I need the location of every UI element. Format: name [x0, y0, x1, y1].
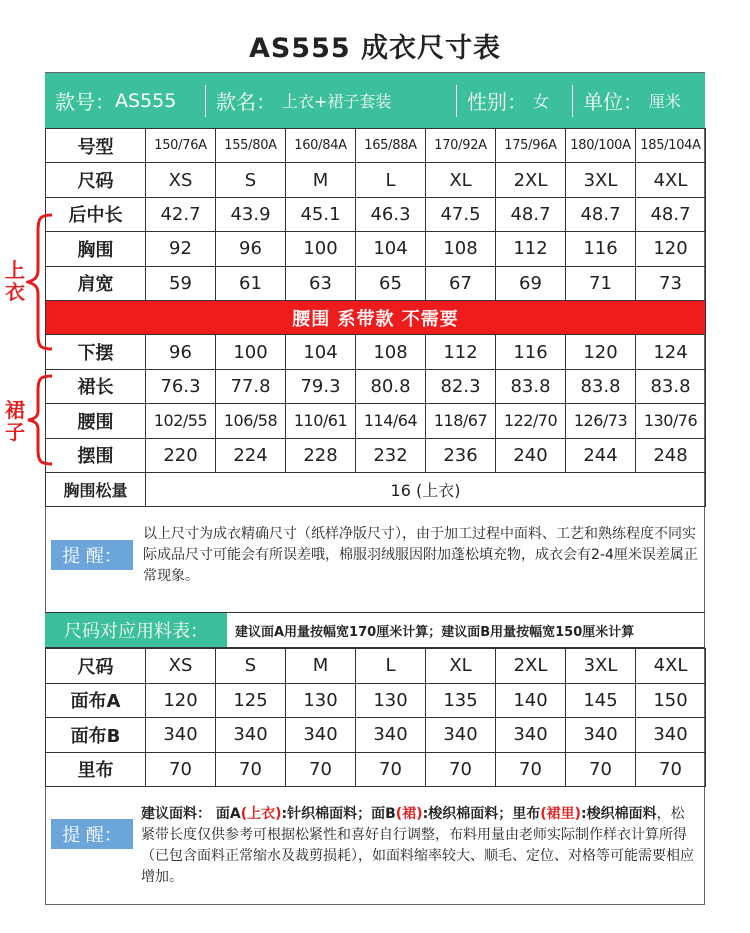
- table-cell: 2XL: [496, 163, 566, 197]
- table-row: [46, 232, 706, 266]
- table-cell: 224: [216, 438, 286, 472]
- unit-label: 单位：: [583, 90, 643, 114]
- table-cell: XS: [146, 649, 216, 684]
- table-cell: 340: [426, 718, 496, 753]
- table-cell: 70: [496, 752, 566, 787]
- row-label: 后中长: [46, 197, 146, 231]
- table-cell: 61: [216, 266, 286, 300]
- unit: [573, 73, 703, 128]
- table-row: [46, 472, 706, 506]
- table-cell: 79.3: [286, 369, 356, 403]
- fabric-section-header: [45, 612, 705, 648]
- gender-label: 性别：: [467, 90, 527, 114]
- table-cell: 106/58: [216, 404, 286, 438]
- table-cell: 228: [286, 438, 356, 472]
- table-row: [46, 335, 706, 369]
- table-cell: 48.7: [566, 197, 636, 231]
- table-cell: 100: [216, 335, 286, 369]
- table-cell: XL: [426, 649, 496, 684]
- table-cell: 340: [496, 718, 566, 753]
- table-row: [46, 683, 706, 718]
- style-name-label: 款名：: [216, 90, 276, 114]
- waist-notice-banner: 腰围 系带款 不需要: [46, 300, 706, 334]
- table-cell: 108: [426, 232, 496, 266]
- table-cell: XL: [426, 163, 496, 197]
- reminder-text-part: :梭织: [581, 806, 615, 822]
- reminder-badge: 提 醒：: [51, 819, 133, 849]
- table-cell: 70: [146, 752, 216, 787]
- table-cell: 82.3: [426, 369, 496, 403]
- table-cell: 92: [146, 232, 216, 266]
- reminder-text-part: 建议面料： 面A: [141, 806, 241, 822]
- table-cell: S: [216, 163, 286, 197]
- table-cell: 48.7: [496, 197, 566, 231]
- table-row: [46, 649, 706, 684]
- table-cell: XS: [146, 163, 216, 197]
- table-cell: 65: [356, 266, 426, 300]
- table-cell: 340: [566, 718, 636, 753]
- table-cell: 43.9: [216, 197, 286, 231]
- row-label: 裙长: [46, 369, 146, 403]
- top-bracket: [26, 212, 56, 352]
- table-cell: 114/64: [356, 404, 426, 438]
- table-cell: 102/55: [146, 404, 216, 438]
- table-cell: 340: [636, 718, 706, 753]
- table-cell: 69: [496, 266, 566, 300]
- table-cell: 104: [286, 335, 356, 369]
- table-cell: 77.8: [216, 369, 286, 403]
- table-cell: 47.5: [426, 197, 496, 231]
- reminder-badge: 提 醒：: [51, 540, 133, 570]
- table-cell: 104: [356, 232, 426, 266]
- table-cell: 83.8: [636, 369, 706, 403]
- table-cell: 116: [496, 335, 566, 369]
- row-label: 面布A: [46, 683, 146, 718]
- table-cell: 150/76A: [146, 129, 216, 163]
- table-cell: 80.8: [356, 369, 426, 403]
- table-row: [46, 718, 706, 753]
- table-row: [46, 266, 706, 300]
- table-cell: 135: [426, 683, 496, 718]
- info-bar: [45, 73, 705, 128]
- table-cell: 46.3: [356, 197, 426, 231]
- table-cell: 180/100A: [566, 129, 636, 163]
- reminder-text-part: :针织棉面料；面B: [281, 806, 396, 822]
- group-label-top: 上衣: [5, 258, 25, 304]
- table-cell: 220: [146, 438, 216, 472]
- size-table: [45, 128, 706, 507]
- table-cell: 232: [356, 438, 426, 472]
- table-row: [46, 300, 706, 334]
- table-cell: 248: [636, 438, 706, 472]
- table-cell: 59: [146, 266, 216, 300]
- table-cell: 118/67: [426, 404, 496, 438]
- table-cell: 116: [566, 232, 636, 266]
- row-label: 里布: [46, 752, 146, 787]
- row-label: 尺码: [46, 163, 146, 197]
- table-cell: 125: [216, 683, 286, 718]
- table-cell: 240: [496, 438, 566, 472]
- table-cell: 70: [426, 752, 496, 787]
- table-cell: 100: [286, 232, 356, 266]
- table-cell: 48.7: [636, 197, 706, 231]
- style-no-value: AS555: [115, 89, 177, 112]
- table-row: [46, 163, 706, 197]
- reminder-text: [141, 804, 698, 888]
- table-cell: 155/80A: [216, 129, 286, 163]
- style-name-value: 上衣+裙子套装: [282, 92, 392, 111]
- table-cell: 120: [146, 683, 216, 718]
- gender-value: 女: [533, 92, 550, 111]
- table-cell: 108: [356, 335, 426, 369]
- table-cell: 67: [426, 266, 496, 300]
- table-cell: 340: [216, 718, 286, 753]
- row-label: 下摆: [46, 335, 146, 369]
- table-cell: 340: [356, 718, 426, 753]
- table-row: [46, 197, 706, 231]
- table-cell: 175/96A: [496, 129, 566, 163]
- row-label: 号型: [46, 129, 146, 163]
- table-cell: 112: [426, 335, 496, 369]
- table-row: [46, 404, 706, 438]
- row-label: 胸围: [46, 232, 146, 266]
- table-cell: 76.3: [146, 369, 216, 403]
- table-cell: M: [286, 163, 356, 197]
- fabric-section-title: 尺码对应用料表：: [45, 613, 227, 647]
- table-cell: 244: [566, 438, 636, 472]
- table-row: [46, 129, 706, 163]
- table-cell: 140: [496, 683, 566, 718]
- skirt-bracket: [26, 373, 56, 467]
- table-cell: 42.7: [146, 197, 216, 231]
- table-cell: 160/84A: [286, 129, 356, 163]
- row-label: 胸围松量: [46, 472, 146, 506]
- table-cell: 185/104A: [636, 129, 706, 163]
- table-cell: 83.8: [496, 369, 566, 403]
- table-cell: 120: [636, 232, 706, 266]
- table-cell: 112: [496, 232, 566, 266]
- table-cell: S: [216, 649, 286, 684]
- table-cell: 73: [636, 266, 706, 300]
- table-cell: 150: [636, 683, 706, 718]
- table-cell: 120: [566, 335, 636, 369]
- table-cell: 3XL: [566, 163, 636, 197]
- table-cell: 71: [566, 266, 636, 300]
- style-no-label: 款号：: [55, 90, 115, 114]
- table-cell: 110/61: [286, 404, 356, 438]
- table-row: [46, 369, 706, 403]
- page-title: AS555 成衣尺寸表: [248, 33, 502, 64]
- table-cell: 340: [286, 718, 356, 753]
- reminder-text-part: 棉面料: [614, 806, 657, 822]
- table-cell: 63: [286, 266, 356, 300]
- reminder-text-highlight: (裙里): [540, 806, 581, 822]
- row-label: 腰围: [46, 404, 146, 438]
- table-cell: L: [356, 649, 426, 684]
- style-name: [206, 73, 456, 128]
- table-cell: 96: [146, 335, 216, 369]
- row-label: 尺码: [46, 649, 146, 684]
- style-no: [45, 73, 205, 128]
- table-cell: 145: [566, 683, 636, 718]
- group-label-skirt: 裙子: [5, 398, 25, 444]
- table-cell: 130: [286, 683, 356, 718]
- table-cell: 70: [636, 752, 706, 787]
- table-cell: 96: [216, 232, 286, 266]
- fabric-section-hint: 建议面A用量按幅宽170厘米计算；建议面B用量按幅宽150厘米计算: [235, 624, 635, 640]
- table-cell: 4XL: [636, 163, 706, 197]
- table-cell: 70: [216, 752, 286, 787]
- ease-value: 16 (上衣): [146, 472, 706, 506]
- table-cell: L: [356, 163, 426, 197]
- fabric-table: [45, 648, 706, 787]
- table-row: [46, 752, 706, 787]
- table-cell: 3XL: [566, 649, 636, 684]
- row-label: 面布B: [46, 718, 146, 753]
- table-cell: 122/70: [496, 404, 566, 438]
- table-cell: 70: [566, 752, 636, 787]
- table-row: [46, 438, 706, 472]
- table-cell: 340: [146, 718, 216, 753]
- row-label: 摆围: [46, 438, 146, 472]
- table-cell: 130/76: [636, 404, 706, 438]
- table-cell: 170/92A: [426, 129, 496, 163]
- table-cell: 83.8: [566, 369, 636, 403]
- reminder-text-highlight: (裙): [395, 806, 423, 822]
- row-label: 肩宽: [46, 266, 146, 300]
- table-cell: M: [286, 649, 356, 684]
- table-cell: 2XL: [496, 649, 566, 684]
- table-cell: 70: [286, 752, 356, 787]
- table-cell: 126/73: [566, 404, 636, 438]
- reminder-text: 以上尺寸为成衣精确尺寸（纸样净版尺寸），由于加工过程中面料、工艺和熟练程度不同实际成品尺寸可能会有所误差哦，棉服羽绒服因附加蓬松填充物，成衣会有2-4厘米误差属正常现象。: [143, 526, 698, 584]
- table-cell: 236: [426, 438, 496, 472]
- reminder-text-part: ，松紧带长度仅供参考可根据松紧性和喜好自行调整，布料用量由老师实际制作样衣计算所得（已包含面料正常缩水及裁剪损耗），如面料缩率较大、顺毛、定位、对格等可能需要相应增加。: [141, 806, 694, 885]
- table-cell: 130: [356, 683, 426, 718]
- reminder-text-highlight: (上衣): [240, 806, 282, 822]
- table-cell: 124: [636, 335, 706, 369]
- table-cell: 4XL: [636, 649, 706, 684]
- reminder-text-part: :梭织棉面料；里布: [422, 806, 541, 822]
- unit-value: 厘米: [649, 92, 682, 111]
- table-cell: 165/88A: [356, 129, 426, 163]
- gender: [457, 73, 572, 128]
- table-cell: 45.1: [286, 197, 356, 231]
- table-cell: 70: [356, 752, 426, 787]
